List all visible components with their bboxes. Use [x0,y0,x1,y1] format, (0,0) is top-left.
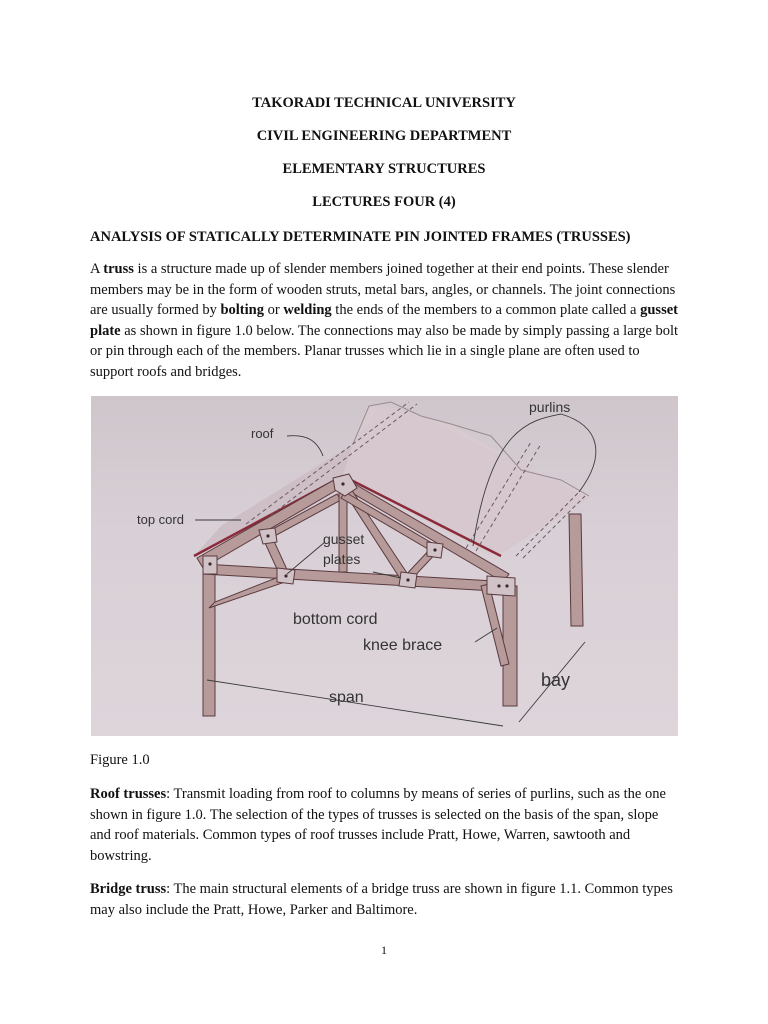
bolt [497,584,500,587]
figure-caption: Figure 1.0 [90,752,150,768]
term-truss: truss [103,261,134,277]
term-welding: welding [283,302,332,318]
gusset-plate [487,576,515,596]
bottom-cord-member [203,564,511,592]
university-heading: TAKORADI TECHNICAL UNIVERSITY [252,95,516,111]
bolt [433,548,436,551]
bridge-truss-paragraph: Bridge truss: The main structural elements of a bridge truss are shown in figure 1.1. Common types may also include the Pratt, Howe, Parker and Baltimore. [90,881,673,918]
bolt [406,578,409,581]
department-heading: CIVIL ENGINEERING DEPARTMENT [256,128,512,144]
leader-gusset [287,542,325,574]
label-roof: roof [251,426,274,441]
right-front-column [503,586,517,706]
term-roof-trusses: Roof trusses [90,786,167,802]
roof-trusses-paragraph: Roof trusses: Transmit loading from roof to columns by means of series of purlins, such as the one shown in figure 1.0. The selection of the types of trusses is selected on the basis of the span, slope and roof materials. Common types of roof trusses include Pratt, Howe, Warren, sawtooth and bowstring. [90,786,666,864]
roof-truss-illustration [91,396,678,736]
label-top-cord: top cord [137,512,184,527]
knee-brace-left [209,576,285,608]
left-column [203,564,215,716]
leader-purlins [561,414,596,492]
bolt [284,574,287,577]
label-purlins: purlins [529,399,571,415]
term-bridge-truss: Bridge truss [90,881,167,897]
label-plates: plates [323,551,361,567]
page-number: 1 [381,943,387,957]
leader-roof [287,436,323,456]
bolt [505,584,508,587]
truss-figure [91,396,678,736]
rear-column [569,514,583,626]
section-title: ANALYSIS OF STATICALLY DETERMINATE PIN JOINTED FRAMES (TRUSSES) [90,229,631,245]
label-knee-brace: knee brace [363,637,443,654]
label-span: span [329,689,364,706]
course-heading: ELEMENTARY STRUCTURES [282,161,486,177]
bolt [208,562,211,565]
intro-paragraph: A truss is a structure made up of slender members joined together at their end points. These slender members may be in the form of wooden struts, metal bars, angles, or channels. The joint connections are usually formed by bolting or welding the ends of the members to a common plate called a gusset plate as shown in figure 1.0 below. The connections may also be made by simply passing a large bolt or pin through each of the members. Planar trusses which lie in a single plane are often used to support roofs and bridges. [90,261,679,380]
bolt [266,534,269,537]
label-gusset: gusset [323,531,365,547]
lecture-heading: LECTURES FOUR (4) [312,194,456,210]
term-gusset-plate: gusset plate [90,302,678,339]
label-bottom-cord: bottom cord [293,611,378,628]
bolt [341,482,344,485]
term-bolting: bolting [220,302,264,318]
label-bay: bay [541,670,571,690]
